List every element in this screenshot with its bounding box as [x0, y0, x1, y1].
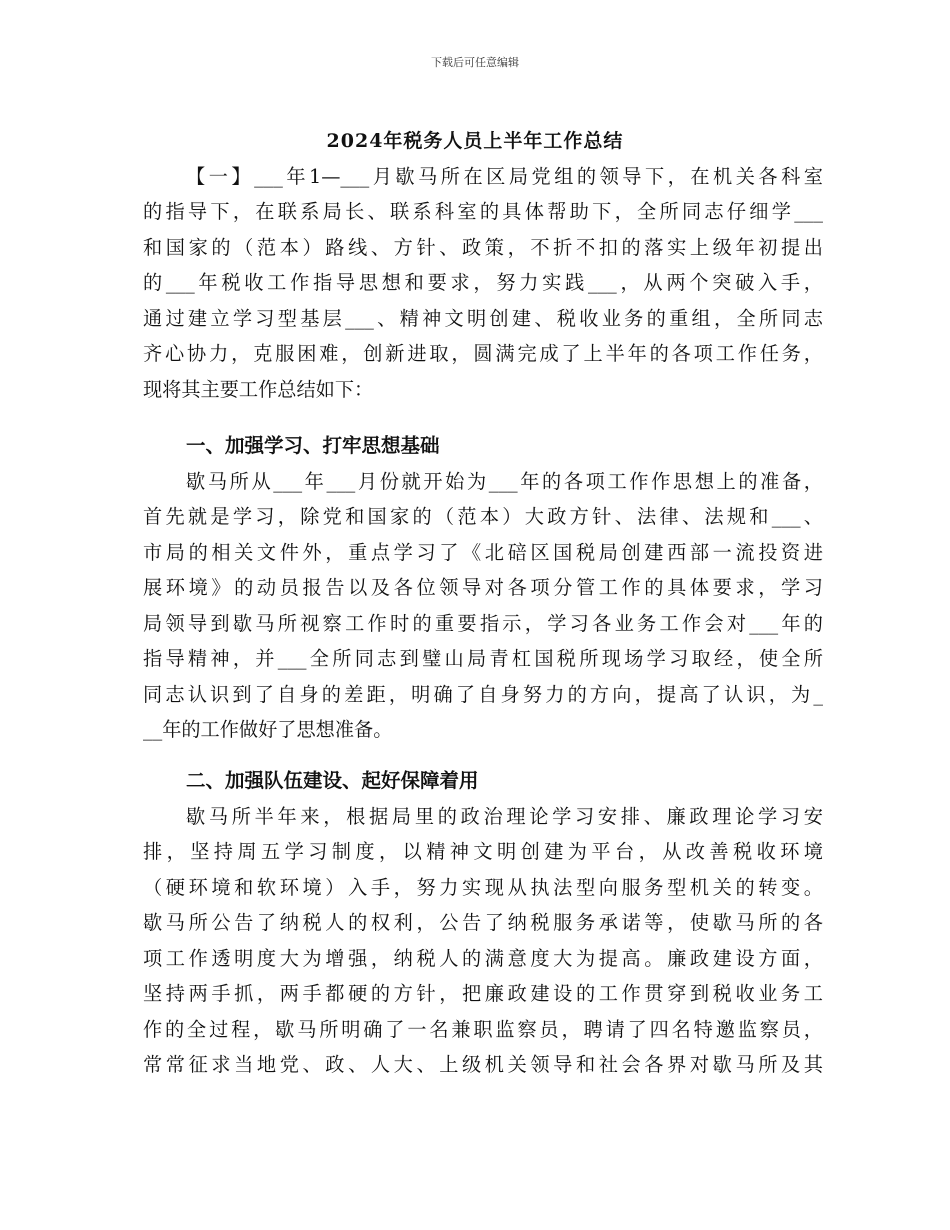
section2-line: 歇马所半年来，根据局里的政治理论学习安排、廉政理论学习安 [186, 805, 823, 828]
intro-line: 的指导下，在联系局长、联系科室的具体帮助下，全所同志仔细学___ [143, 200, 823, 223]
section2-line: 歇马所公告了纳税人的权利，公告了纳税服务承诺等，使歇马所的各 [143, 911, 823, 934]
section1-line: 指导精神，并___全所同志到璧山局青杠国税所现场学习取经，使全所 [143, 647, 823, 670]
document-title: 2024年税务人员上半年工作总结 [326, 130, 624, 152]
intro-line: 齐心协力，克服困难，创新进取，圆满完成了上半年的各项工作任务， [143, 342, 823, 365]
section1-line: __年的工作做好了思想准备。 [143, 718, 393, 741]
intro-line: 的___年税收工作指导思想和要求，努力实践___，从两个突破入手， [143, 271, 823, 294]
section1-line: 歇马所从___年___月份就开始为___年的各项工作作思想上的准备， [186, 470, 823, 493]
section2-line: 项工作透明度大为增强，纳税人的满意度大为提高。廉政建设方面， [143, 947, 823, 970]
section1-line: 市局的相关文件外，重点学习了《北碚区国税局创建西部一流投资进 [143, 541, 823, 564]
intro-line: 【一】___年1—___月歇马所在区局党组的领导下，在机关各科室 [186, 165, 823, 188]
intro-line: 通过建立学习型基层___、精神文明创建、税收业务的重组，全所同志 [143, 307, 823, 330]
section1-line: 同志认识到了自身的差距，明确了自身努力的方向，提高了认识，为_ [143, 683, 823, 706]
section2-line: （硬环境和软环境）入手，努力实现从执法型向服务型机关的转变。 [143, 876, 823, 899]
section2-line: 常常征求当地党、政、人大、上级机关领导和社会各界对歇马所及其 [143, 1053, 823, 1076]
intro-line: 和国家的（范本）路线、方针、政策，不折不扣的落实上级年初提出 [143, 236, 823, 259]
header-note: 下载后可任意编辑 [431, 56, 519, 69]
section-heading: 二、加强队伍建设、起好保障着用 [186, 769, 479, 792]
section1-line: 局领导到歇马所视察工作时的重要指示，学习各业务工作会对___年的 [143, 612, 823, 635]
section1-line: 首先就是学习，除党和国家的（范本）大政方针、法律、法规和___、 [143, 505, 823, 528]
section2-line: 排，坚持周五学习制度，以精神文明创建为平台，从改善税收环境 [143, 840, 823, 863]
section2-line: 作的全过程，歇马所明确了一名兼职监察员，聘请了四名特邀监察员， [143, 1018, 823, 1041]
intro-line: 现将其主要工作总结如下： [143, 378, 374, 401]
section2-line: 坚持两手抓，两手都硬的方针，把廉政建设的工作贯穿到税收业务工 [143, 982, 823, 1005]
section-heading: 一、加强学习、打牢思想基础 [186, 434, 440, 457]
section1-line: 展环境》的动员报告以及各位领导对各项分管工作的具体要求，学习 [143, 576, 823, 599]
